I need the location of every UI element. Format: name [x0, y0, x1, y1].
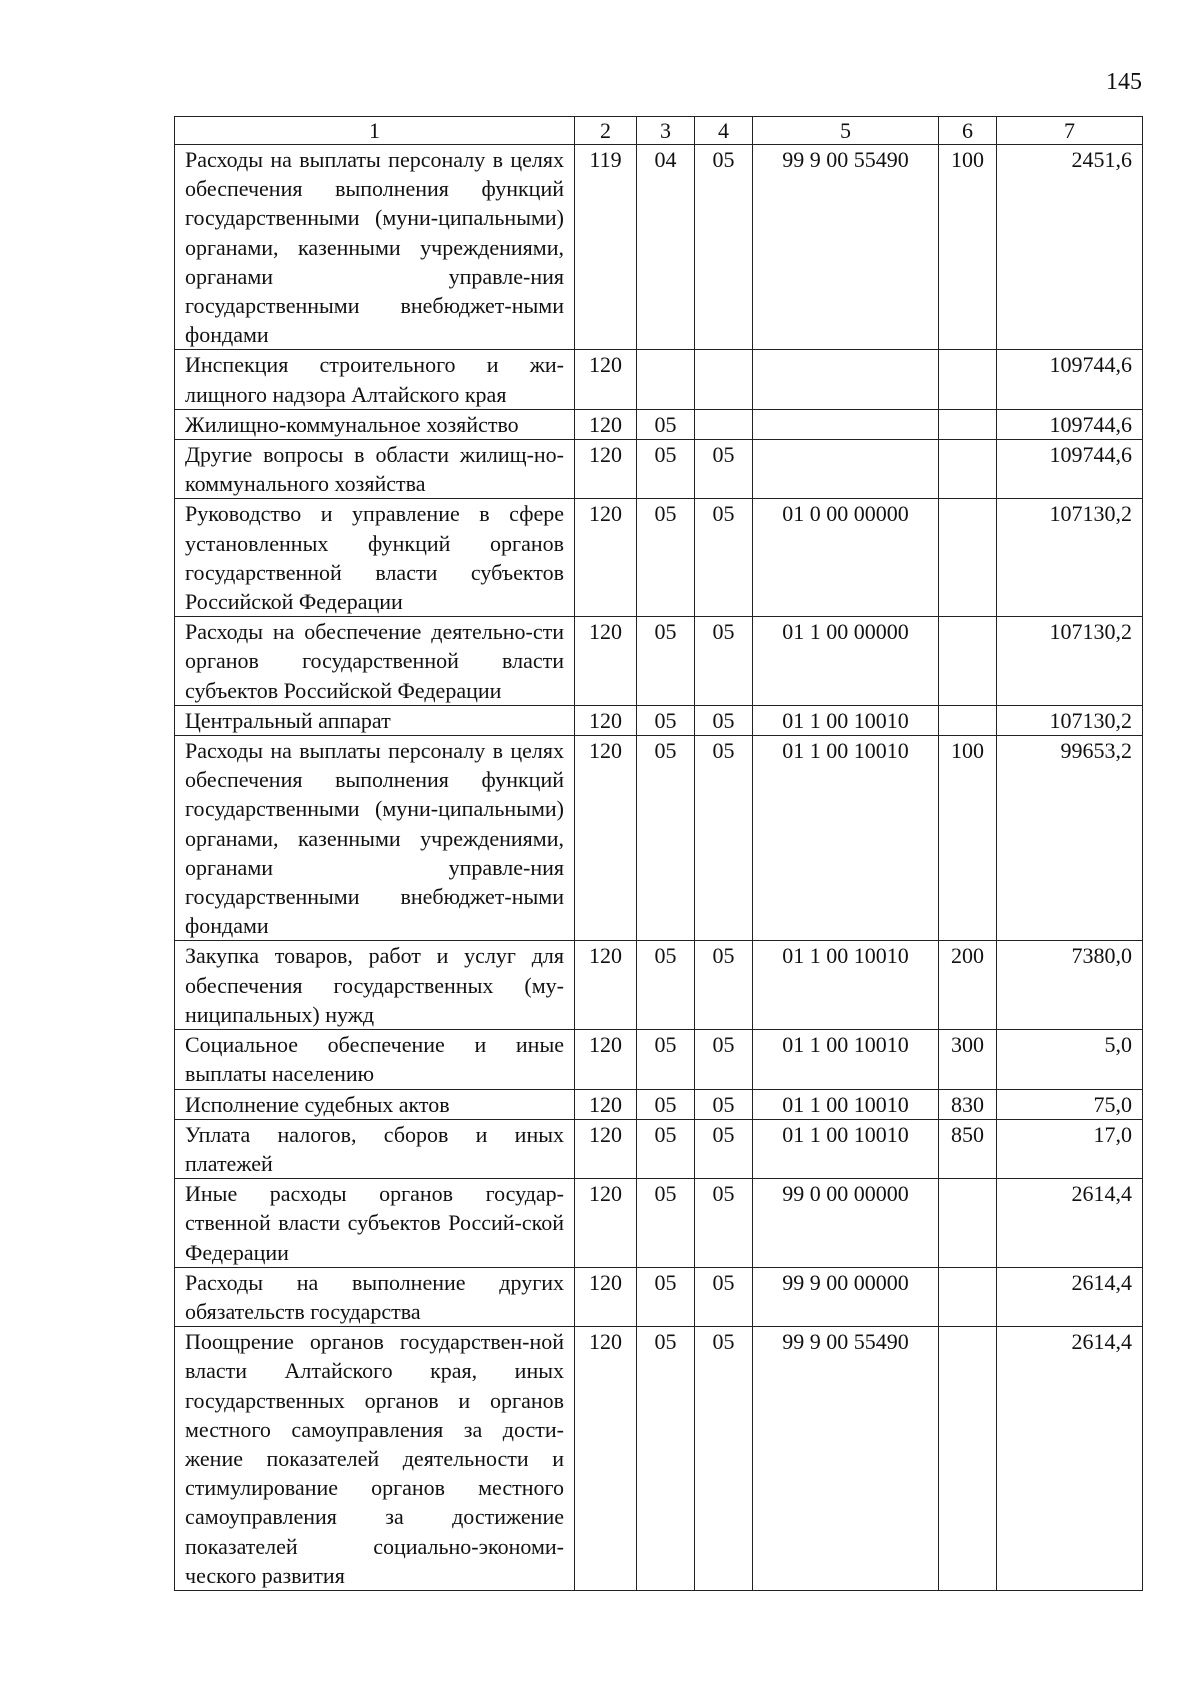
column-number-2: 2 [575, 117, 637, 145]
row-section-cell: 05 [637, 1119, 695, 1178]
row-sum-cell: 2451,6 [997, 145, 1143, 350]
row-target-article-cell [753, 409, 939, 439]
row-grbs-cell: 119 [575, 145, 637, 350]
row-subsection-cell: 05 [695, 1089, 753, 1119]
row-grbs-cell: 120 [575, 409, 637, 439]
row-grbs-cell: 120 [575, 1030, 637, 1089]
column-number-3: 3 [637, 117, 695, 145]
row-section-cell [637, 350, 695, 409]
row-target-article-cell: 01 1 00 10010 [753, 705, 939, 735]
row-expense-type-cell [939, 499, 997, 617]
row-target-article-cell: 99 0 00 00000 [753, 1179, 939, 1268]
row-sum-cell: 107130,2 [997, 617, 1143, 706]
row-subsection-cell: 05 [695, 617, 753, 706]
row-section-cell: 05 [637, 617, 695, 706]
row-expense-type-cell [939, 1327, 997, 1591]
row-section-cell: 05 [637, 1179, 695, 1268]
row-sum-cell: 99653,2 [997, 736, 1143, 941]
budget-table [174, 116, 1143, 1591]
row-sum-cell: 2614,4 [997, 1179, 1143, 1268]
row-target-article-cell [753, 350, 939, 409]
row-subsection-cell [695, 350, 753, 409]
row-grbs-cell: 120 [575, 350, 637, 409]
row-sum-cell: 109744,6 [997, 350, 1143, 409]
row-section-cell: 05 [637, 941, 695, 1030]
row-name-cell: Расходы на выплаты персоналу в целях обеспечения выполнения функций государственными (муни-ципальными) органами, казенными учреждениями, органами управле-ния государственными внебюджет-ными фондами [175, 145, 575, 350]
row-target-article-cell: 01 1 00 10010 [753, 941, 939, 1030]
row-target-article-cell: 01 1 00 10010 [753, 736, 939, 941]
row-sum-cell: 2614,4 [997, 1267, 1143, 1326]
row-grbs-cell: 120 [575, 617, 637, 706]
row-target-article-cell: 01 0 00 00000 [753, 499, 939, 617]
row-subsection-cell: 05 [695, 440, 753, 499]
column-number-6: 6 [939, 117, 997, 145]
row-name-cell: Другие вопросы в области жилищ-но-коммунального хозяйства [175, 440, 575, 499]
row-sum-cell: 107130,2 [997, 705, 1143, 735]
row-expense-type-cell: 100 [939, 145, 997, 350]
table-row [175, 145, 1143, 350]
row-expense-type-cell: 850 [939, 1119, 997, 1178]
table-row [175, 350, 1143, 409]
row-expense-type-cell [939, 440, 997, 499]
row-target-article-cell: 01 1 00 10010 [753, 1030, 939, 1089]
row-name-cell: Поощрение органов государствен-ной власти Алтайского края, иных государственных органов и органов местного самоуправления за дости-жение показателей деятельности и стимулирование органов местного самоуправления за достижение показателей социально-экономи-ческого развития [175, 1327, 575, 1591]
row-expense-type-cell [939, 617, 997, 706]
row-name-cell: Исполнение судебных актов [175, 1089, 575, 1119]
row-name-cell: Руководство и управление в сфере установленных функций органов государственной власти субъектов Российской Федерации [175, 499, 575, 617]
table-row [175, 1327, 1143, 1591]
table-row [175, 499, 1143, 617]
table-row [175, 705, 1143, 735]
row-expense-type-cell [939, 350, 997, 409]
row-subsection-cell: 05 [695, 1179, 753, 1268]
row-grbs-cell: 120 [575, 440, 637, 499]
row-section-cell: 05 [637, 499, 695, 617]
table-header-row [175, 117, 1143, 145]
row-section-cell: 05 [637, 1327, 695, 1591]
row-section-cell: 05 [637, 1267, 695, 1326]
column-number-5: 5 [753, 117, 939, 145]
row-subsection-cell: 05 [695, 1119, 753, 1178]
row-section-cell: 05 [637, 1030, 695, 1089]
row-sum-cell: 75,0 [997, 1089, 1143, 1119]
row-target-article-cell: 01 1 00 00000 [753, 617, 939, 706]
table-row [175, 1119, 1143, 1178]
row-target-article-cell [753, 440, 939, 499]
table-row [175, 1030, 1143, 1089]
row-sum-cell: 17,0 [997, 1119, 1143, 1178]
column-number-4: 4 [695, 117, 753, 145]
row-subsection-cell: 05 [695, 736, 753, 941]
row-name-cell: Жилищно-коммунальное хозяйство [175, 409, 575, 439]
page-number: 145 [1106, 69, 1142, 95]
row-section-cell: 05 [637, 1089, 695, 1119]
row-name-cell: Социальное обеспечение и иные выплаты населению [175, 1030, 575, 1089]
row-expense-type-cell: 300 [939, 1030, 997, 1089]
row-subsection-cell: 05 [695, 941, 753, 1030]
row-target-article-cell: 99 9 00 55490 [753, 1327, 939, 1591]
row-grbs-cell: 120 [575, 705, 637, 735]
row-expense-type-cell: 100 [939, 736, 997, 941]
table-row [175, 617, 1143, 706]
row-subsection-cell: 05 [695, 705, 753, 735]
row-subsection-cell [695, 409, 753, 439]
row-section-cell: 05 [637, 705, 695, 735]
row-name-cell: Уплата налогов, сборов и иных платежей [175, 1119, 575, 1178]
row-sum-cell: 2614,4 [997, 1327, 1143, 1591]
row-sum-cell: 109744,6 [997, 440, 1143, 499]
row-grbs-cell: 120 [575, 1179, 637, 1268]
row-name-cell: Иные расходы органов государ-ственной власти субъектов Россий-ской Федерации [175, 1179, 575, 1268]
row-grbs-cell: 120 [575, 1327, 637, 1591]
table-row [175, 1089, 1143, 1119]
column-number-1: 1 [175, 117, 575, 145]
row-target-article-cell: 99 9 00 00000 [753, 1267, 939, 1326]
table-row [175, 941, 1143, 1030]
row-expense-type-cell: 200 [939, 941, 997, 1030]
row-sum-cell: 109744,6 [997, 409, 1143, 439]
row-section-cell: 05 [637, 736, 695, 941]
row-expense-type-cell [939, 409, 997, 439]
row-target-article-cell: 99 9 00 55490 [753, 145, 939, 350]
row-target-article-cell: 01 1 00 10010 [753, 1119, 939, 1178]
row-grbs-cell: 120 [575, 736, 637, 941]
row-name-cell: Инспекция строительного и жи-лищного надзора Алтайского края [175, 350, 575, 409]
row-expense-type-cell [939, 1179, 997, 1268]
row-sum-cell: 107130,2 [997, 499, 1143, 617]
row-grbs-cell: 120 [575, 941, 637, 1030]
row-name-cell: Расходы на выплаты персоналу в целях обеспечения выполнения функций государственными (муни-ципальными) органами, казенными учреждениями, органами управле-ния государственными внебюджет-ными фондами [175, 736, 575, 941]
row-subsection-cell: 05 [695, 1030, 753, 1089]
row-grbs-cell: 120 [575, 499, 637, 617]
row-subsection-cell: 05 [695, 1327, 753, 1591]
row-expense-type-cell [939, 705, 997, 735]
column-number-7: 7 [997, 117, 1143, 145]
table-row [175, 736, 1143, 941]
row-subsection-cell: 05 [695, 145, 753, 350]
row-sum-cell: 5,0 [997, 1030, 1143, 1089]
row-subsection-cell: 05 [695, 1267, 753, 1326]
table-row [175, 409, 1143, 439]
row-name-cell: Расходы на обеспечение деятельно-сти органов государственной власти субъектов Российской Федерации [175, 617, 575, 706]
row-subsection-cell: 05 [695, 499, 753, 617]
table-row [175, 1179, 1143, 1268]
row-grbs-cell: 120 [575, 1089, 637, 1119]
row-name-cell: Расходы на выполнение других обязательств государства [175, 1267, 575, 1326]
row-section-cell: 04 [637, 145, 695, 350]
row-expense-type-cell: 830 [939, 1089, 997, 1119]
row-sum-cell: 7380,0 [997, 941, 1143, 1030]
table-row [175, 1267, 1143, 1326]
row-grbs-cell: 120 [575, 1267, 637, 1326]
table-row [175, 440, 1143, 499]
row-grbs-cell: 120 [575, 1119, 637, 1178]
row-section-cell: 05 [637, 440, 695, 499]
row-target-article-cell: 01 1 00 10010 [753, 1089, 939, 1119]
row-section-cell: 05 [637, 409, 695, 439]
row-name-cell: Закупка товаров, работ и услуг для обеспечения государственных (му-ниципальных) нужд [175, 941, 575, 1030]
row-expense-type-cell [939, 1267, 997, 1326]
row-name-cell: Центральный аппарат [175, 705, 575, 735]
